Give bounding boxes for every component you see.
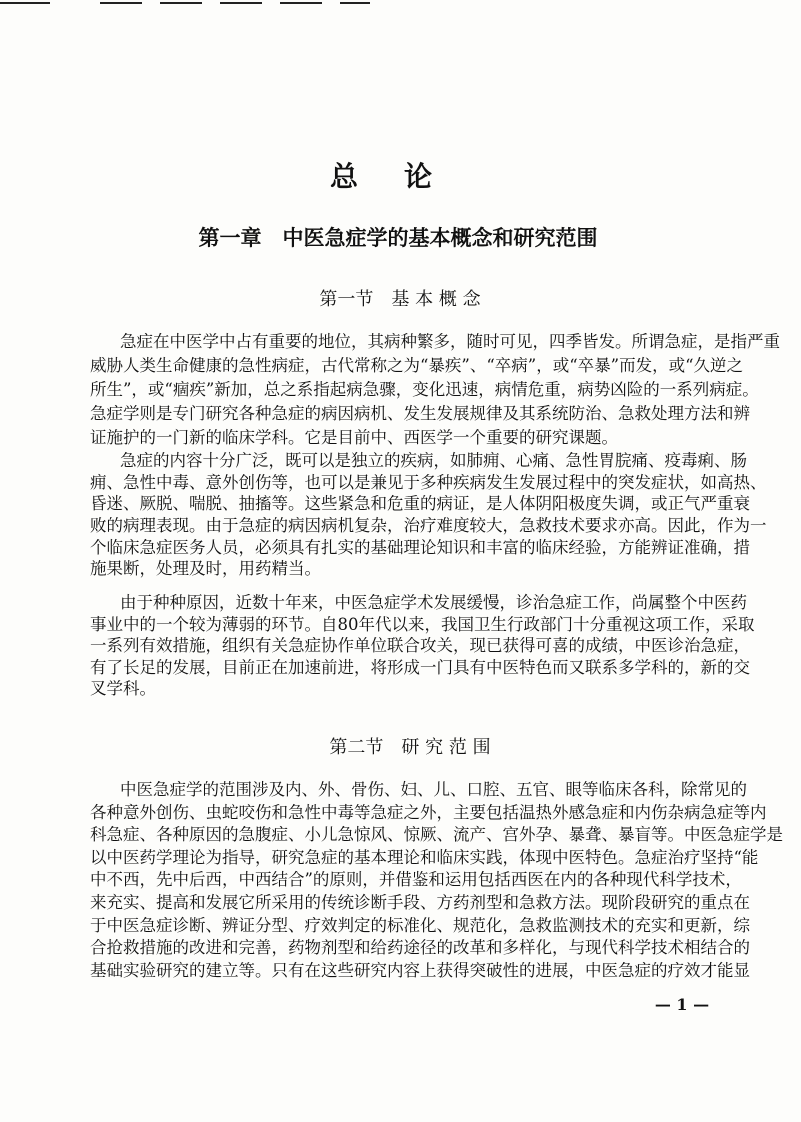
- text-line: 威胁人类生命健康的急性病症，古代常称之为“暴疾”、“卒病”，或“卒暴”而发，或“久逆之: [90, 356, 744, 375]
- text-line: 急症学则是专门研究各种急症的病因病机、发生发展规律及其系统防治、急救处理方法和辨: [90, 404, 750, 423]
- section-2-title: 第二节 研 究 范 围: [329, 737, 491, 758]
- section-1-title: 第一节 基 本 概 念: [319, 289, 481, 310]
- text-line: 急症的内容十分广泛，既可以是独立的疾病，如肺痈、心痛、急性胃脘痛、疫毒痢、肠: [120, 451, 747, 470]
- scan-artifact-line: [280, 2, 322, 4]
- page-number: — 1 —: [654, 995, 710, 1014]
- paragraph: [90, 779, 783, 982]
- text-line: 有了长足的发展，目前正在加速前进，将形成一门具有中医特色而又联系多学科的，新的交: [90, 657, 750, 677]
- text-line: 科急症、各种原因的急腹症、小儿急惊风、惊厥、流产、宫外孕、暴聋、暴盲等。中医急症学是: [90, 825, 783, 845]
- text-line: 中医急症学的范围涉及内、外、骨伤、妇、儿、口腔、五官、眼等临床各科，除常见的: [120, 780, 747, 799]
- text-line: 昏迷、厥脱、喘脱、抽搐等。这些紧急和危重的病证，是人体阴阳极度失调，或正气严重衰: [90, 494, 750, 514]
- text-line: 以中医药学理论为指导，研究急症的基本理论和临床实践，体现中医特色。急症治疗坚持“能: [90, 847, 759, 867]
- scan-artifact-line: [160, 2, 202, 4]
- text-line: 急症在中医学中占有重要的地位，其病种繁多，随时可见，四季皆发。所谓急症，是指严重: [120, 332, 780, 351]
- text-line: 事业中的一个较为薄弱的环节。自80年代以来，我国卫生行政部门十分重视这项工作，采取: [90, 614, 755, 634]
- text-line: 痈、急性中毒、意外创伤等，也可以是兼见于多种疾病发生发展过程中的突发症状，如高热、: [90, 472, 767, 492]
- scan-artifact-line: [100, 2, 142, 4]
- text-line: 叉学科。: [90, 679, 156, 699]
- text-line: 证施护的一门新的临床学科。它是目前中、西医学一个重要的研究课题。: [90, 428, 618, 447]
- chapter-title: 第一章 中医急症学的基本概念和研究范围: [198, 225, 598, 250]
- paragraph: [90, 592, 755, 700]
- text-line: 基础实验研究的建立等。只有在这些研究内容上获得突破性的进展，中医急症的疗效才能显: [90, 960, 750, 980]
- text-line: 个临床急症医务人员，必须具有扎实的基础理论知识和丰富的临床经验，方能辨证准确，措: [90, 537, 750, 557]
- text-line: 各种意外创伤、虫蛇咬伤和急性中毒等急症之外，主要包括温热外感急症和内伤杂病急症等内: [90, 802, 767, 822]
- text-line: 由于种种原因，近数十年来，中医急症学术发展缓慢，诊治急症工作，尚属整个中医药: [120, 593, 747, 612]
- scan-artifact-line: [220, 2, 262, 4]
- text-line: 施果断，处理及时，用药精当。: [90, 559, 321, 579]
- text-line: 一系列有效措施，组织有关急症协作单位联合攻关，现已获得可喜的成绩，中医诊治急症，: [90, 636, 750, 656]
- main-title: 总论: [330, 160, 479, 193]
- paragraph: [90, 450, 767, 580]
- text-line: 中不西，先中后西，中西结合”的原则，并借鉴和运用包括西医在内的各种现代科学技术，: [90, 870, 742, 890]
- text-line: 合抢救措施的改进和完善，药物剂型和给药途径的改革和多样化，与现代科学技术相结合的: [90, 938, 750, 958]
- text-line: 败的病理表现。由于急症的病因病机复杂，治疗难度较大，急救技术要求亦高。因此，作为一: [90, 516, 767, 536]
- text-line: 所生”，或“痼疾”新加，总之系指起病急骤，变化迅速，病情危重，病势凶险的一系列病症。: [90, 380, 759, 399]
- text-line: 来充实、提高和发展它所采用的传统诊断手段、方药剂型和急救方法。现阶段研究的重点在: [90, 892, 750, 912]
- scan-artifact-line: [340, 2, 370, 4]
- paragraph: [90, 330, 780, 450]
- scan-artifact-line: [0, 2, 50, 4]
- text-line: 于中医急症诊断、辨证分型、疗效判定的标准化、规范化，急救监测技术的充实和更新，综: [90, 915, 750, 935]
